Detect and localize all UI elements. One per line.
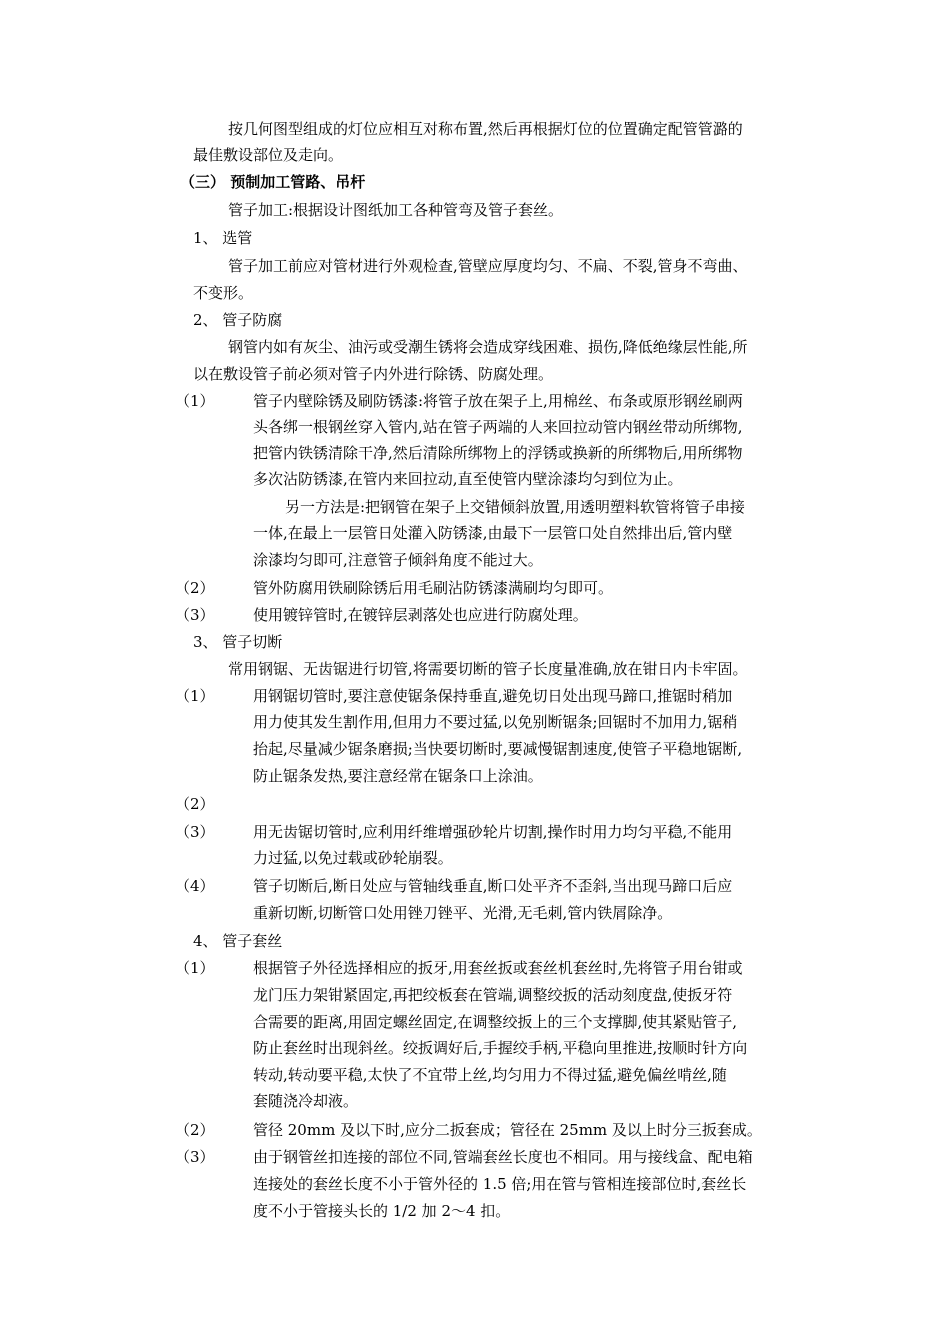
s3-item-4-number: （4） [175,877,215,895]
subsection-heading-3: 3、 管子切断 [193,633,283,651]
s3-item-1-number: （1） [175,687,215,705]
section-heading: （三） 预制加工管路、吊杆 [180,173,366,191]
subsection-heading-1: 1、 选管 [193,229,253,247]
s4-item-2-line-1: 管径 20mm 及以下时,应分二扳套成；管径在 25mm 及以上时分三扳套成。 [253,1121,762,1139]
s3-item-1-line-2: 用力使其发生割作用,但用力不要过猛,以免别断锯条;回锯时不加用力,锯稍 [253,713,738,731]
s2-item-1-number: （1） [175,392,215,410]
s3-item-3-line-2: 力过猛,以免过载或砂轮崩裂。 [253,849,453,867]
s4-item-1-line-6: 套随浇冷却液。 [253,1092,359,1110]
intro-line-2: 最佳敷设部位及走向。 [193,146,344,164]
s1-body-line-1: 管子加工前应对管材进行外观检查,管壁应厚度均匀、不扁、不裂,管身不弯曲、 [228,257,748,275]
s3-item-4-line-1: 管子切断后,断日处应与管轴线垂直,断口处平齐不歪斜,当出现马蹄口后应 [253,877,733,895]
s3-item-2-number: （2） [175,795,215,813]
s3-item-3-number: （3） [175,823,215,841]
s2-item-3-number: （3） [175,606,215,624]
subsection-heading-2: 2、 管子防腐 [193,311,283,329]
s4-item-3-line-3: 度不小于管接头长的 1/2 加 2～4 扣。 [253,1202,511,1220]
s3-item-1-line-1: 用钢锯切管时,要注意使锯条保持垂直,避免切日处出现马蹄口,推锯时稍加 [253,687,733,705]
s4-item-1-line-4: 防止套丝时出现斜丝。绞扳调好后,手握绞手柄,平稳向里推进,按顺时针方向 [253,1039,748,1057]
s2-item-1-line-2: 头各绑一根钢丝穿入管内,站在管子两端的人来回拉动管内钢丝带动所绑物, [253,418,743,436]
s2-item-1-line-3: 把管内铁锈清除干净,然后清除所绑物上的浮锈或换新的所绑物后,用所绑物 [253,444,743,462]
s4-item-2-number: （2） [175,1121,215,1139]
s2-item-1-line-4: 多次沾防锈漆,在管内来回拉动,直至使管内壁涂漆均匀到位为止。 [253,470,683,488]
s4-item-1-line-1: 根据管子外径选择相应的扳牙,用套丝扳或套丝机套丝时,先将管子用台钳或 [253,959,743,977]
s4-item-1-line-3: 合需要的距离,用固定螺丝固定,在调整绞扳上的三个支撑脚,使其紧贴管子, [253,1013,738,1031]
s3-item-3-line-1: 用无齿锯切管时,应利用纤维增强砂轮片切割,操作时用力均匀平稳,不能用 [253,823,733,841]
s3-item-1-line-4: 防止锯条发热,要注意经常在锯条口上涂油。 [253,767,543,785]
s3-item-1-line-3: 抬起,尽量减少锯条磨损;当快要切断时,要减慢锯割速度,使管子平稳地锯断, [253,740,743,758]
s2-item-2-number: （2） [175,579,215,597]
pipe-processing-text: 管子加工:根据设计图纸加工各种管弯及管子套丝。 [228,201,564,219]
s3-body-line-1: 常用钢锯、无齿锯进行切管,将需要切断的管子长度量准确,放在钳日内卡牢固。 [228,660,748,678]
s4-item-1-number: （1） [175,959,215,977]
s2-body-line-1: 钢管内如有灰尘、油污或受潮生锈将会造成穿线困难、损伤,降低绝缘层性能,所 [228,338,748,356]
s4-item-1-line-5: 转动,转动要平稳,太快了不宜带上丝,均匀用力不得过猛,避免偏丝啃丝,随 [253,1066,727,1084]
s2-body-line-2: 以在敷设管子前必须对管子内外进行除锈、防腐处理。 [193,365,554,383]
s3-item-4-line-2: 重新切断,切断管口处用锉刀锉平、光滑,无毛刺,管内铁屑除净。 [253,904,673,922]
s2-item-1-extra-line-1: 另一方法是:把钢管在架子上交错倾斜放置,用透明塑料软管将管子串接 [285,498,745,516]
s1-body-line-2: 不变形。 [193,284,254,302]
s4-item-1-line-2: 龙门压力架钳紧固定,再把绞板套在管端,调整绞扳的活动刻度盘,使扳牙符 [253,986,733,1004]
intro-line-1: 按几何图型组成的灯位应相互对称布置,然后再根据灯位的位置确定配管管潞的 [228,120,743,138]
s4-item-3-line-1: 由于钢管丝扣连接的部位不同,管端套丝长度也不相同。用与接线盒、配电箱 [253,1148,753,1166]
s2-item-1-line-1: 管子内壁除锈及刷防锈漆:将管子放在架子上,用棉丝、布条或原形钢丝刷两 [253,392,743,410]
s2-item-3-line-1: 使用镀锌管时,在镀锌层剥落处也应进行防腐处理。 [253,606,588,624]
subsection-heading-4: 4、 管子套丝 [193,932,283,950]
s4-item-3-line-2: 连接处的套丝长度不小于管外径的 1.5 倍;用在管与管相连接部位时,套丝长 [253,1175,747,1193]
s4-item-3-number: （3） [175,1148,215,1166]
s2-item-1-extra-line-3: 涂漆均匀即可,注意管子倾斜角度不能过大。 [253,551,543,569]
s2-item-1-extra-line-2: 一体,在最上一层管日处灌入防锈漆,由最下一层管口处自然排出后,管内壁 [253,524,733,542]
s2-item-2-line-1: 管外防腐用铁刷除锈后用毛刷沾防锈漆满刷均匀即可。 [253,579,614,597]
